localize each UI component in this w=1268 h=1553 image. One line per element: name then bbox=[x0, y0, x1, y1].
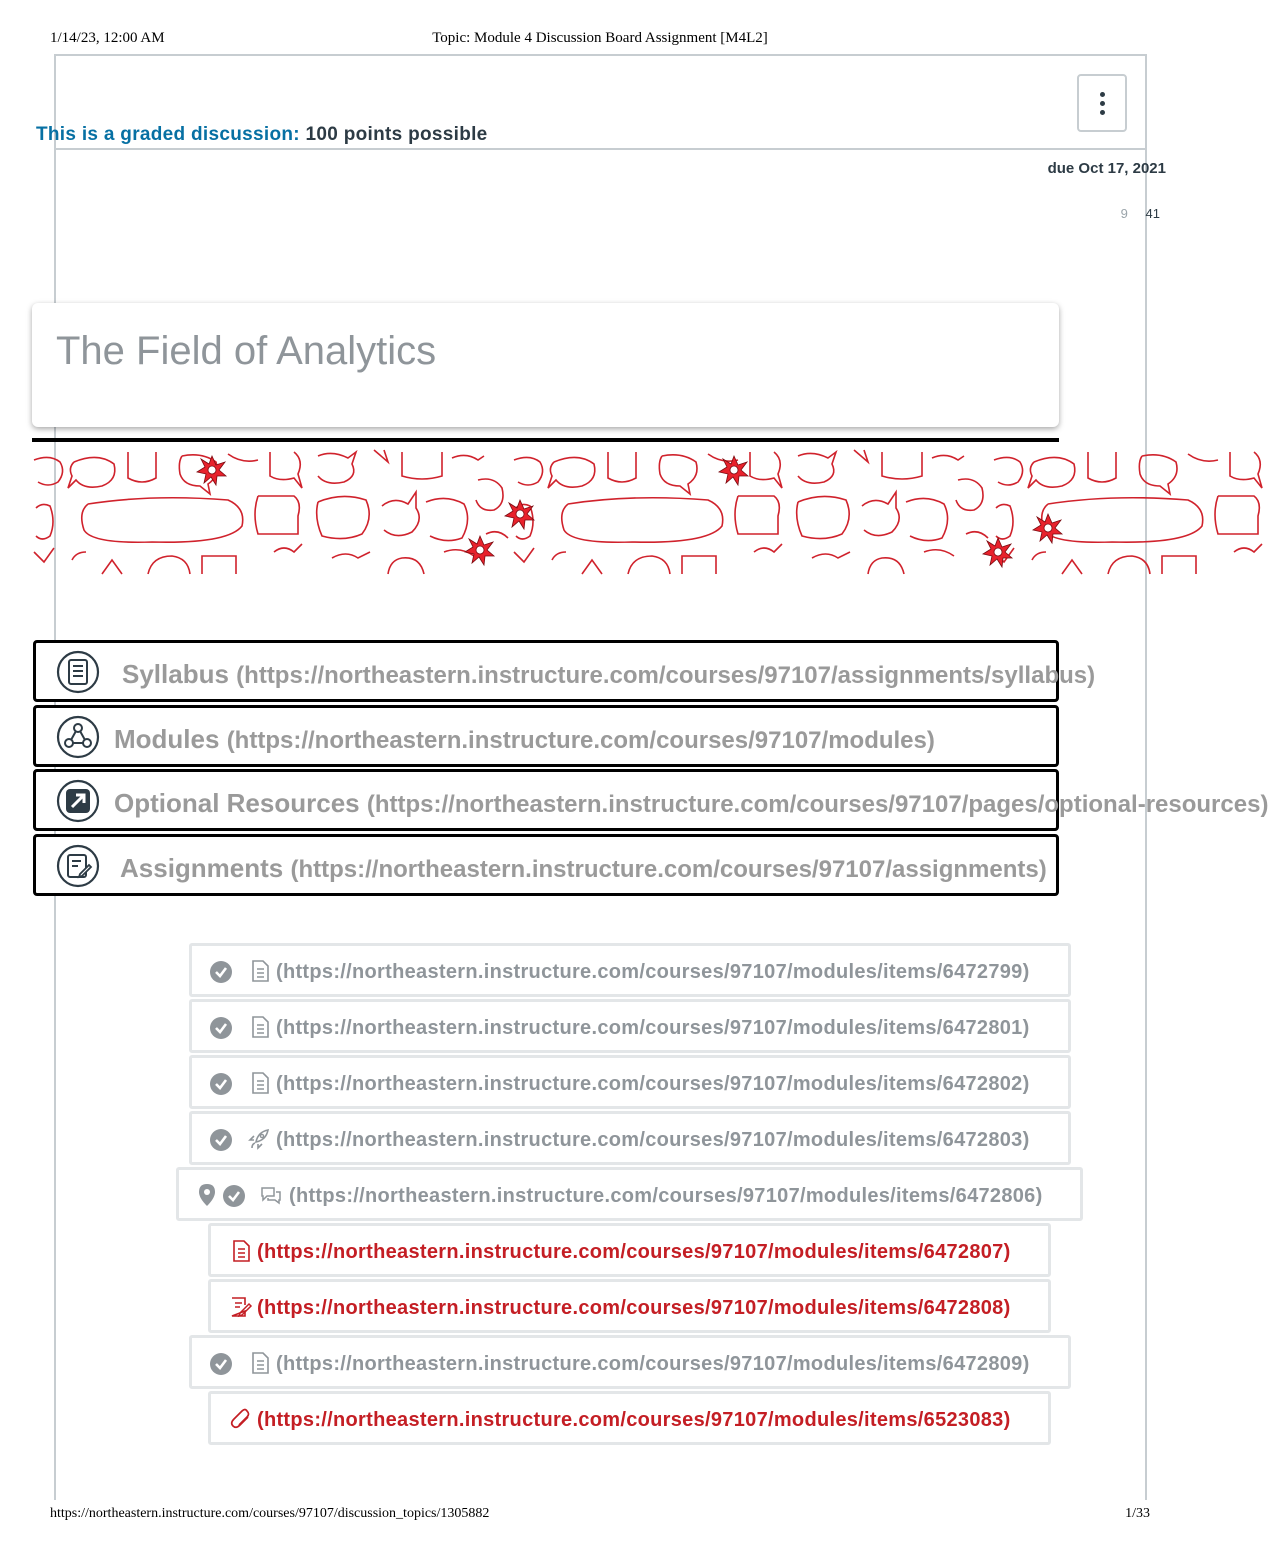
print-footer bbox=[50, 1506, 1150, 1526]
module-item[interactable] bbox=[208, 1279, 1051, 1333]
nav-label[interactable] bbox=[114, 724, 935, 755]
page-icon bbox=[249, 1016, 271, 1038]
completed-check-icon bbox=[210, 961, 232, 983]
print-url: https://northeastern.instructure.com/courses/97107/discussion_topics/1305882 bbox=[50, 1506, 490, 1521]
module-item-link[interactable]: (https://northeastern.instructure.com/courses/97107/modules/items/6472803) bbox=[276, 1129, 1030, 1151]
reply-count: 41 bbox=[1145, 206, 1160, 221]
completed-check-icon bbox=[210, 1073, 232, 1095]
nav-label[interactable] bbox=[122, 659, 1095, 690]
module-item-link[interactable]: (https://northeastern.instructure.com/courses/97107/modules/items/6472808) bbox=[257, 1297, 1011, 1319]
module-item[interactable] bbox=[208, 1223, 1051, 1277]
module-item[interactable] bbox=[189, 1111, 1071, 1165]
reply-counts bbox=[1121, 206, 1160, 221]
nav-optional-resources-link[interactable] bbox=[33, 769, 1268, 831]
print-title: Topic: Module 4 Discussion Board Assignment [M4L2] bbox=[432, 30, 768, 46]
unread-count: 9 bbox=[1120, 206, 1128, 221]
hero-card bbox=[32, 303, 1059, 427]
assignment-icon bbox=[230, 1296, 252, 1318]
module-item-link[interactable]: (https://northeastern.instructure.com/courses/97107/modules/items/6472806) bbox=[289, 1185, 1043, 1207]
page-number: 1/33 bbox=[1125, 1506, 1150, 1521]
speech-bubble-banner bbox=[32, 448, 1059, 576]
discussion-icon bbox=[260, 1184, 282, 1206]
module-item[interactable] bbox=[208, 1391, 1051, 1445]
more-options-button[interactable] bbox=[1077, 74, 1127, 132]
module-item[interactable] bbox=[189, 999, 1071, 1053]
page-icon bbox=[249, 960, 271, 982]
syllabus-icon bbox=[56, 650, 100, 694]
module-item[interactable] bbox=[189, 943, 1071, 997]
graded-discussion-info bbox=[36, 124, 488, 146]
kebab-dot bbox=[1100, 101, 1105, 106]
external-link-icon bbox=[56, 779, 100, 823]
nav-title: Syllabus bbox=[122, 659, 229, 689]
nav-url: (https://northeastern.instructure.com/courses/97107/modules) bbox=[226, 727, 935, 754]
nav-label[interactable] bbox=[114, 788, 1268, 819]
module-item-current[interactable] bbox=[176, 1167, 1083, 1221]
modules-icon bbox=[56, 715, 100, 759]
module-item-link[interactable]: (https://northeastern.instructure.com/courses/97107/modules/items/6472809) bbox=[276, 1353, 1030, 1375]
module-item[interactable] bbox=[189, 1335, 1071, 1389]
rocket-icon bbox=[248, 1128, 270, 1150]
points-possible: 100 points possible bbox=[305, 124, 488, 145]
page-icon bbox=[249, 1352, 271, 1374]
module-item-link[interactable]: (https://northeastern.instructure.com/courses/97107/modules/items/6472807) bbox=[257, 1241, 1011, 1263]
due-date: due Oct 17, 2021 bbox=[1047, 160, 1166, 177]
nav-modules-link[interactable] bbox=[33, 705, 1059, 767]
completed-check-icon bbox=[210, 1017, 232, 1039]
page-icon bbox=[249, 1072, 271, 1094]
completed-check-icon bbox=[210, 1353, 232, 1375]
attachment-icon bbox=[230, 1408, 252, 1430]
module-item[interactable] bbox=[189, 1055, 1071, 1109]
module-item-link[interactable]: (https://northeastern.instructure.com/courses/97107/modules/items/6523083) bbox=[257, 1409, 1011, 1431]
speech-bubble-pattern bbox=[32, 448, 1059, 576]
nav-title: Modules bbox=[114, 724, 220, 754]
nav-title: Optional Resources bbox=[114, 788, 360, 818]
assignment-icon bbox=[56, 844, 100, 888]
nav-syllabus-link[interactable] bbox=[33, 640, 1096, 702]
nav-assignments-link[interactable] bbox=[33, 834, 1059, 896]
module-item-link[interactable]: (https://northeastern.instructure.com/courses/97107/modules/items/6472799) bbox=[276, 961, 1030, 983]
nav-url: (https://northeastern.instructure.com/courses/97107/assignments) bbox=[290, 856, 1047, 883]
divider bbox=[32, 438, 1059, 442]
print-header bbox=[50, 30, 1150, 50]
module-item-link[interactable]: (https://northeastern.instructure.com/courses/97107/modules/items/6472802) bbox=[276, 1073, 1030, 1095]
page-icon bbox=[230, 1240, 252, 1262]
completed-check-icon bbox=[223, 1185, 245, 1207]
completed-check-icon bbox=[210, 1129, 232, 1151]
nav-title: Assignments bbox=[120, 853, 284, 883]
nav-label[interactable] bbox=[120, 853, 1047, 884]
kebab-dot bbox=[1100, 110, 1105, 115]
print-date: 1/14/23, 12:00 AM bbox=[50, 30, 165, 46]
kebab-dot bbox=[1100, 92, 1105, 97]
graded-label: This is a graded discussion: bbox=[36, 124, 300, 145]
nav-url: (https://northeastern.instructure.com/courses/97107/assignments/syllabus) bbox=[236, 662, 1096, 689]
nav-url: (https://northeastern.instructure.com/courses/97107/pages/optional-resources) bbox=[366, 791, 1268, 818]
page-title: The Field of Analytics bbox=[56, 329, 437, 373]
module-item-link[interactable]: (https://northeastern.instructure.com/courses/97107/modules/items/6472801) bbox=[276, 1017, 1030, 1039]
location-pin-icon bbox=[197, 1183, 217, 1207]
